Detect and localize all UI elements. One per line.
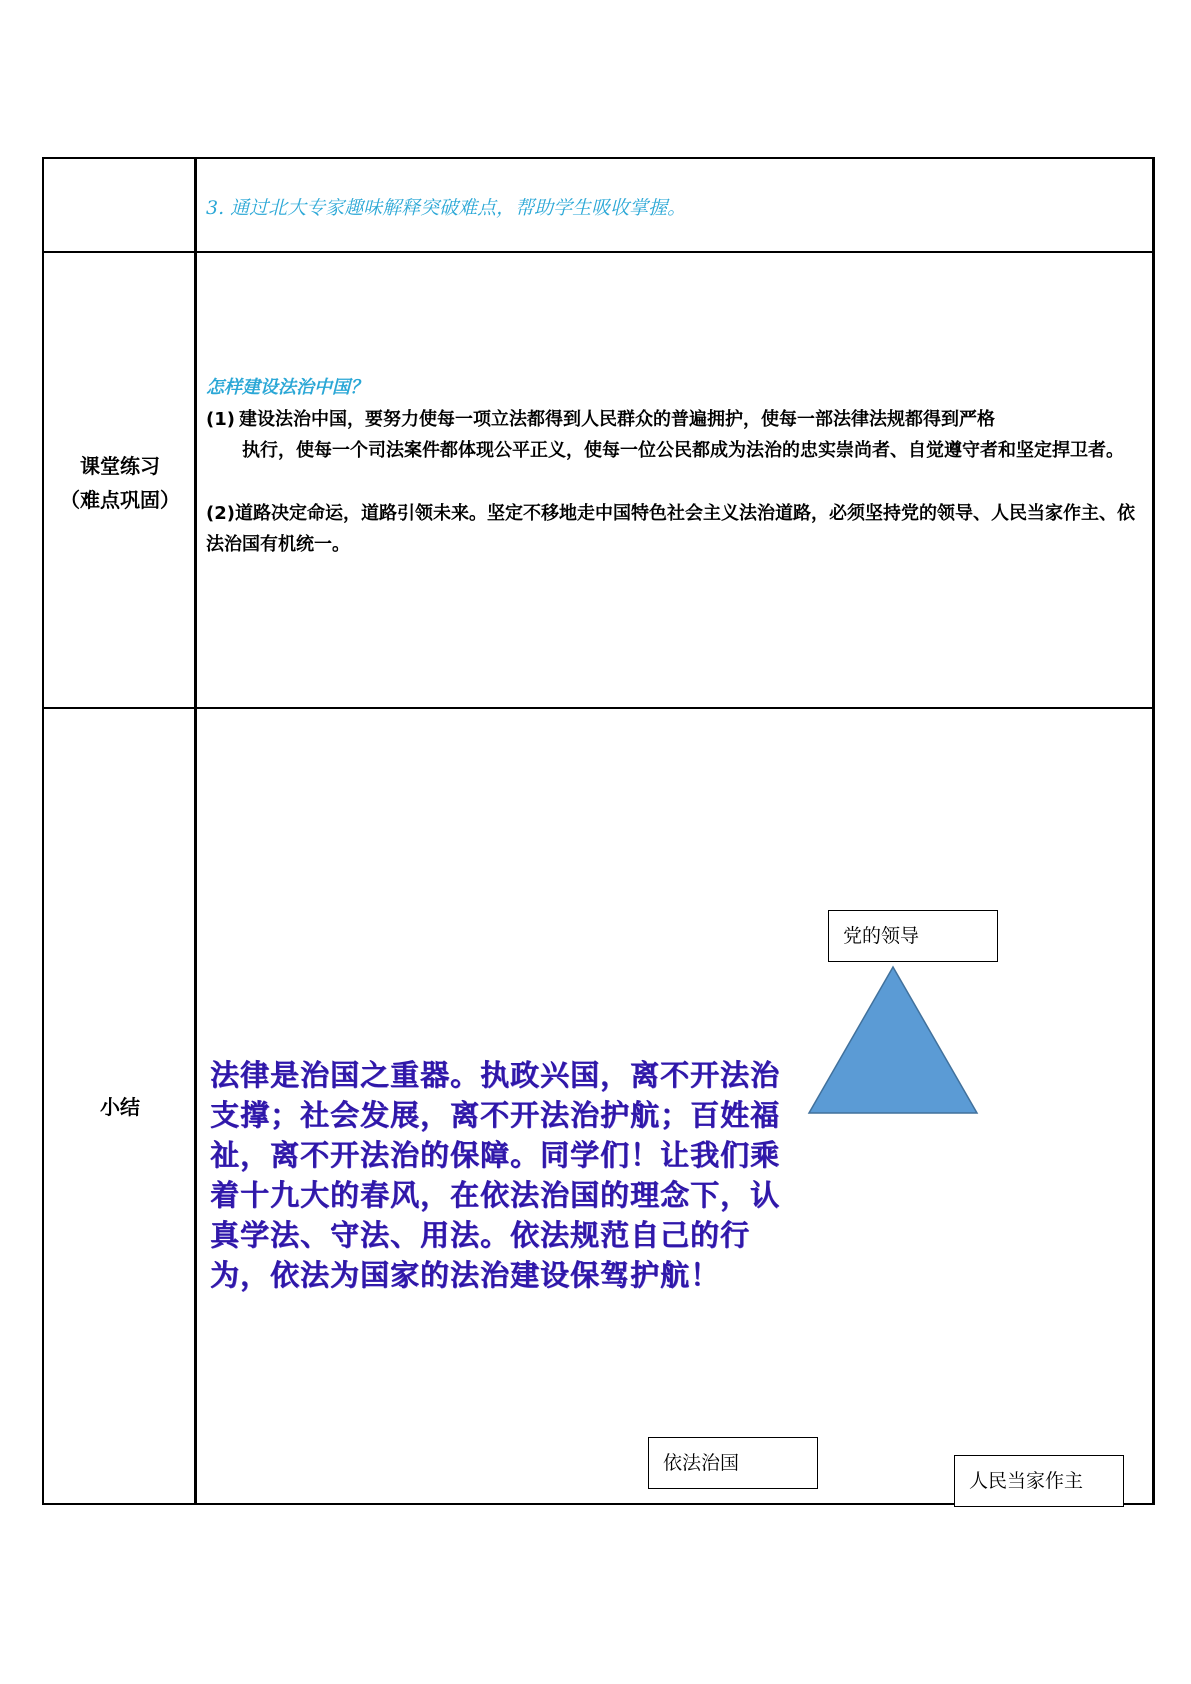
practice-label-line1: 课堂练习 bbox=[80, 454, 160, 478]
paragraph-number: (1) bbox=[206, 409, 235, 430]
summary-label: 小结 bbox=[100, 1095, 140, 1119]
practice-paragraph-1 bbox=[206, 404, 1136, 466]
practice-question: 怎样建设法治中国？ bbox=[206, 377, 368, 398]
summary-text: 法律是治国之重器。执政兴国，离不开法治支撑；社会发展，离不开法治护航；百姓福祉，离不开法治的保障。同学们！让我们乘着十九大的春风，在依法治国的理念下，认真学法、守法、用法。依法规范自己的行为，依法为国家的法治建设保驾护航！ bbox=[210, 1058, 781, 1292]
lesson-table bbox=[42, 157, 1155, 1505]
people-masters-box: 人民当家作主 bbox=[954, 1455, 1124, 1507]
paragraph-continuation: 执行，使每一个司法案件都体现公平正义，使每一位公民都成为法治的忠实崇尚者、自觉遵守者和坚定捍卫者。 bbox=[242, 440, 1124, 461]
rule-of-law-box: 依法治国 bbox=[648, 1437, 818, 1489]
practice-label-line2: （难点巩固） bbox=[60, 488, 180, 512]
row-divider bbox=[42, 707, 1155, 709]
row-divider bbox=[42, 251, 1155, 253]
party-leadership-box: 党的领导 bbox=[828, 910, 998, 962]
practice-label bbox=[44, 449, 196, 517]
column-divider bbox=[194, 157, 197, 1505]
intro-text: 3. 通过北大专家趣味解释突破难点，帮助学生吸收掌握。 bbox=[206, 197, 687, 219]
practice-paragraph-2: (2)道路决定命运，道路引领未来。坚定不移地走中国特色社会主义法治道路，必须坚持党的领导、人民当家作主、依法治国有机统一。 bbox=[206, 503, 1135, 555]
paragraph-first-line: 建设法治中国，要努力使每一项立法都得到人民群众的普遍拥护，使每一部法律法规都得到严格 bbox=[238, 409, 995, 430]
triangle-shape bbox=[807, 965, 979, 1115]
triangle-polygon bbox=[809, 967, 977, 1113]
